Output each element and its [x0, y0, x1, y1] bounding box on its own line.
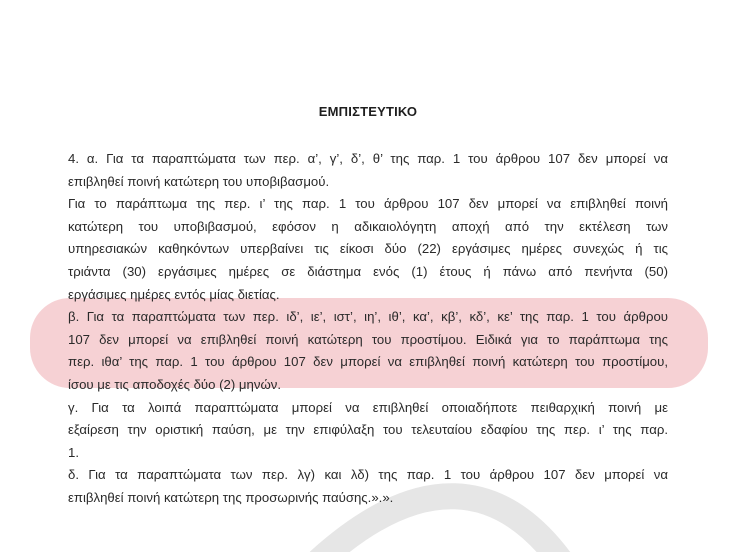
document-title: ΕΜΠΙΣΤΕΥΤΙΚΟ: [318, 104, 418, 119]
paragraph-line: τριάντα (30) εργάσιμες ημέρες σε διάστημα ενός (1) έτους ή πάνω από πενήντα (50): [68, 263, 668, 279]
paragraph-line: υπηρεσιακών καθηκόντων υπερβαίνει τις είκοσι δύο (22) εργάσιμες ημέρες συνεχώς ή τις: [68, 241, 668, 257]
paragraph-line: κατώτερη του υποβιβασμού, εφόσον η αδικαιολόγητη αποχή από την εκτέλεση των: [68, 218, 668, 234]
paragraph-line: γ. Για τα λοιπά παραπτώματα μπορεί να επιβληθεί οποιαδήποτε πειθαρχική ποινή με: [68, 399, 668, 415]
paragraph-line: 1.: [68, 444, 79, 460]
paragraph-line: εξαίρεση την οριστική παύση, με την επιφύλαξη του τελευταίου εδαφίου της περ. ι’ της παρ.: [68, 422, 668, 438]
paragraph-line: Για το παράπτωμα της περ. ι’ της παρ. 1 του άρθρου 107 δεν μπορεί να επιβληθεί ποινή: [68, 196, 668, 212]
highlighted-line: 107 δεν μπορεί να επιβληθεί ποινή κατώτερη του προστίμου. Ειδικά για το παράπτωμα της: [68, 331, 668, 347]
paragraph-line: δ. Για τα παραπτώματα των περ. λγ) και λδ) της παρ. 1 του άρθρου 107 δεν μπορεί να: [68, 467, 668, 483]
paragraph-line: 4. α. Για τα παραπτώματα των περ. α’, γ’, δ’, θ’ της παρ. 1 του άρθρου 107 δεν μπορεί να: [68, 151, 668, 166]
highlighted-line: ίσου με τις αποδοχές δύο (2) μηνών.: [68, 376, 282, 392]
paragraph-line: επιβληθεί ποινή κατώτερη του υποβιβασμού.: [68, 173, 330, 189]
document-body: [68, 148, 668, 510]
paragraph-line: εργάσιμες ημέρες εντός μίας διετίας.: [68, 286, 280, 302]
highlighted-line: περ. ιθα’ της παρ. 1 του άρθρου 107 δεν μπορεί να επιβληθεί ποινή κατώτερη του προστίμου,: [68, 354, 668, 370]
highlighted-line: β. Για τα παραπτώματα των περ. ιδ’, ιε’, ιστ’, ιη’, ιθ’, κα’, κβ’, κδ’, κε’ της παρ. 1 του άρθρου: [68, 309, 668, 325]
paragraph-line: επιβληθεί ποινή κατώτερη της προσωρινής παύσης.».».: [68, 489, 394, 505]
